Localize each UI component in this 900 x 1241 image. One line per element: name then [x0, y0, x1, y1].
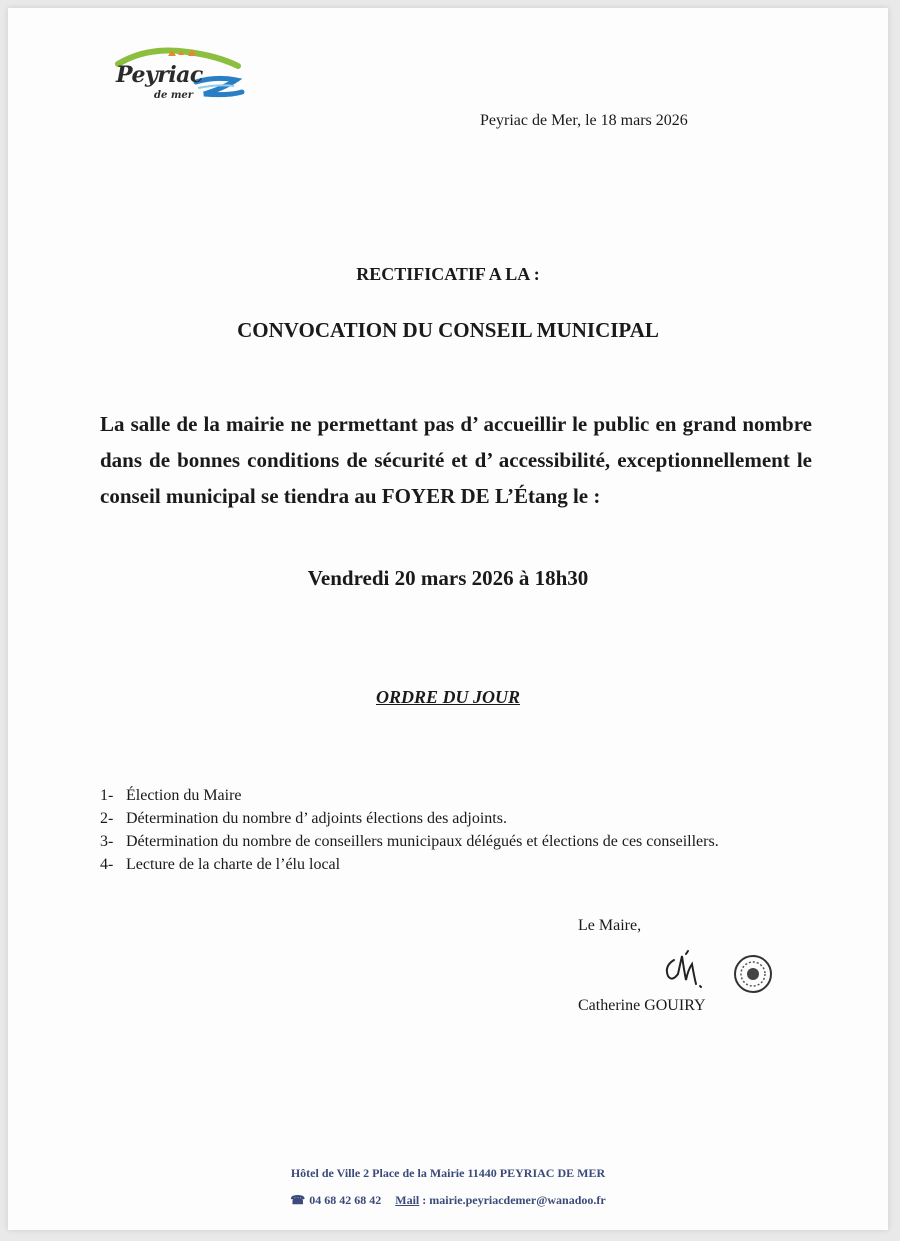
agenda-item-number: 2-: [100, 810, 114, 827]
phone-icon: ☎: [290, 1193, 306, 1207]
signature-icon: [656, 946, 716, 996]
handwritten-signature: [656, 946, 716, 996]
meeting-datetime: Vendredi 20 mars 2026 à 18h30: [307, 566, 589, 590]
agenda-item-number: 4-: [100, 856, 114, 873]
agenda-item: [100, 853, 820, 876]
agenda-item-text: Détermination du nombre de conseillers municipaux délégués et élections de ces conseillers.: [126, 833, 719, 850]
peyriac-logo: [108, 42, 248, 112]
footer-mail[interactable]: : mairie.peyriacdemer@wanadoo.fr: [422, 1193, 606, 1207]
agenda-item: [100, 784, 820, 807]
letter-date: Peyriac de Mer, le 18 mars 2026: [480, 112, 688, 129]
agenda-item-text: Élection du Maire: [126, 787, 242, 804]
document-page: [8, 8, 888, 1230]
footer-contact: [8, 1193, 888, 1208]
agenda-item: [100, 830, 820, 853]
seal-icon: [733, 954, 773, 994]
footer-address: Hôtel de Ville 2 Place de la Mairie 11440 PEYRIAC DE MER: [290, 1166, 606, 1180]
signatory-name: Catherine GOUIRY: [578, 997, 706, 1014]
agenda-item-text: Détermination du nombre d’ adjoints élections des adjoints.: [126, 810, 507, 827]
footer-mail-label: Mail: [395, 1193, 420, 1207]
footer-phone: 04 68 42 68 42: [309, 1193, 382, 1207]
intro-paragraph: La salle de la mairie ne permettant pas d’ accueillir le public en grand nombre dans de bonnes conditions de sécurité et d’ accessibilité, exceptionnellement le conseil municipal se tiendra au FOYER DE L’Étang le :: [100, 412, 812, 508]
agenda-item: [100, 807, 820, 830]
agenda-item-number: 3-: [100, 833, 114, 850]
agenda-item-text: Lecture de la charte de l’élu local: [126, 856, 341, 873]
agenda-item-number: 1-: [100, 787, 114, 804]
title-rectificatif: RECTIFICATIF A LA :: [356, 264, 540, 284]
agenda-title: ORDRE DU JOUR: [375, 687, 521, 707]
logo-subtitle: de mer: [154, 90, 194, 101]
title-convocation: CONVOCATION DU CONSEIL MUNICIPAL: [237, 318, 659, 342]
signatory-title: Le Maire,: [578, 917, 642, 934]
official-seal: [733, 954, 773, 994]
agenda-list: [100, 784, 820, 876]
logo-name: Peyriac: [116, 62, 203, 88]
